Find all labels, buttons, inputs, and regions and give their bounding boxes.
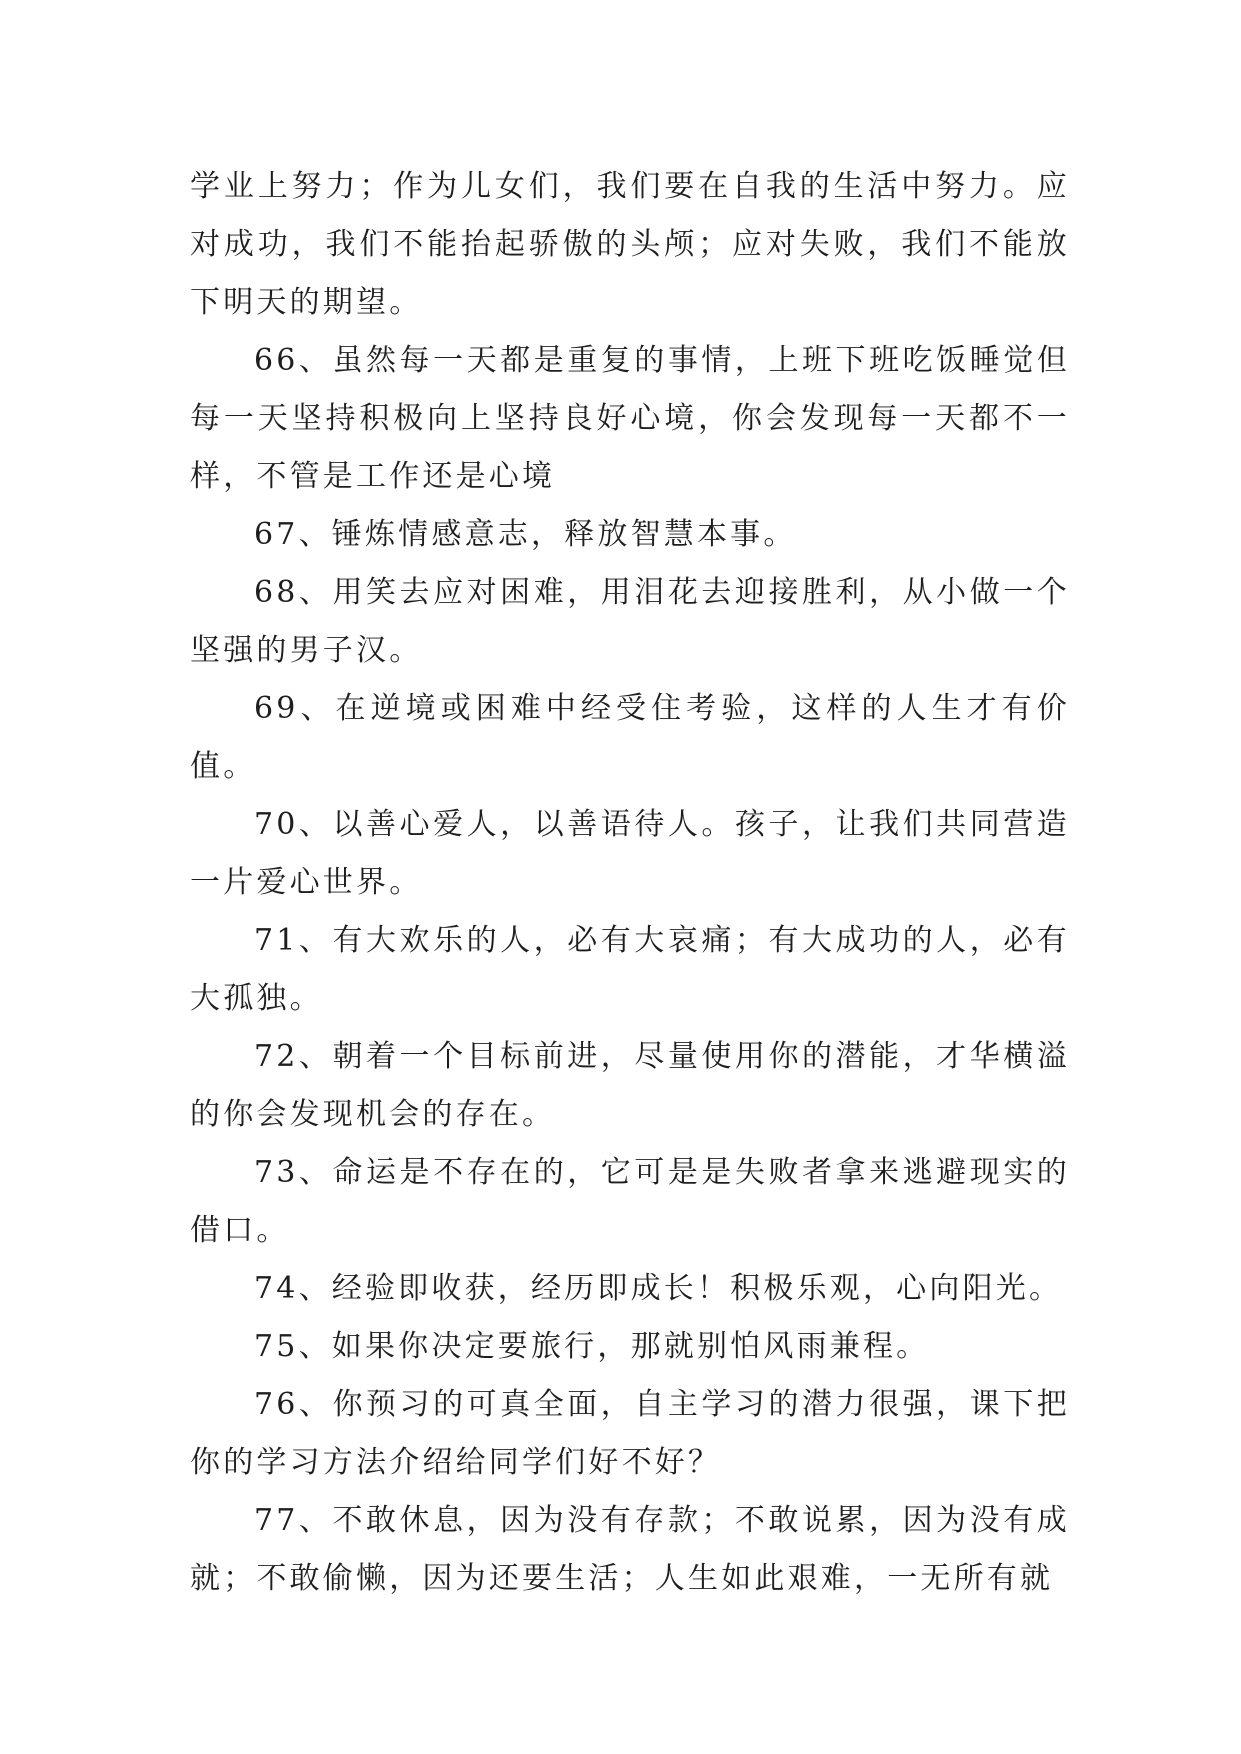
paragraph-76: 76、你预习的可真全面，自主学习的潜力很强，课下把你的学习方法介绍给同学们好不好？ [190, 1387, 1070, 1480]
paragraph-67: 67、锤炼情感意志，释放智慧本事。 [254, 517, 797, 552]
paragraph-74: 74、经验即收获，经历即成长！积极乐观，心向阳光。 [254, 1271, 1063, 1306]
paragraph-73: 73、命运是不存在的，它可是是失败者拿来逃避现实的借口。 [190, 1155, 1070, 1248]
document-body [190, 158, 1070, 1608]
paragraph-75: 75、如果你决定要旅行，那就别怕风雨兼程。 [254, 1329, 930, 1364]
paragraph-70: 70、以善心爱人，以善语待人。孩子，让我们共同营造一片爱心世界。 [190, 807, 1070, 900]
paragraph-72: 72、朝着一个目标前进，尽量使用你的潜能，才华横溢的你会发现机会的存在。 [190, 1039, 1070, 1132]
paragraph-68: 68、用笑去应对困难，用泪花去迎接胜利，从小做一个坚强的男子汉。 [190, 575, 1070, 668]
paragraph-69: 69、在逆境或困难中经受住考验，这样的人生才有价值。 [190, 691, 1070, 784]
paragraph-continued: 学业上努力；作为儿女们，我们要在自我的生活中努力。应对成功，我们不能抬起骄傲的头颅；应对失败，我们不能放下明天的期望。 [190, 169, 1070, 320]
paragraph-66: 66、虽然每一天都是重复的事情，上班下班吃饭睡觉但每一天坚持积极向上坚持良好心境，你会发现每一天都不一样，不管是工作还是心境 [190, 343, 1070, 494]
paragraph-77: 77、不敢休息，因为没有存款；不敢说累，因为没有成就；不敢偷懒，因为还要生活；人生如此艰难，一无所有就 [190, 1503, 1070, 1596]
paragraph-71: 71、有大欢乐的人，必有大哀痛；有大成功的人，必有大孤独。 [190, 923, 1070, 1016]
